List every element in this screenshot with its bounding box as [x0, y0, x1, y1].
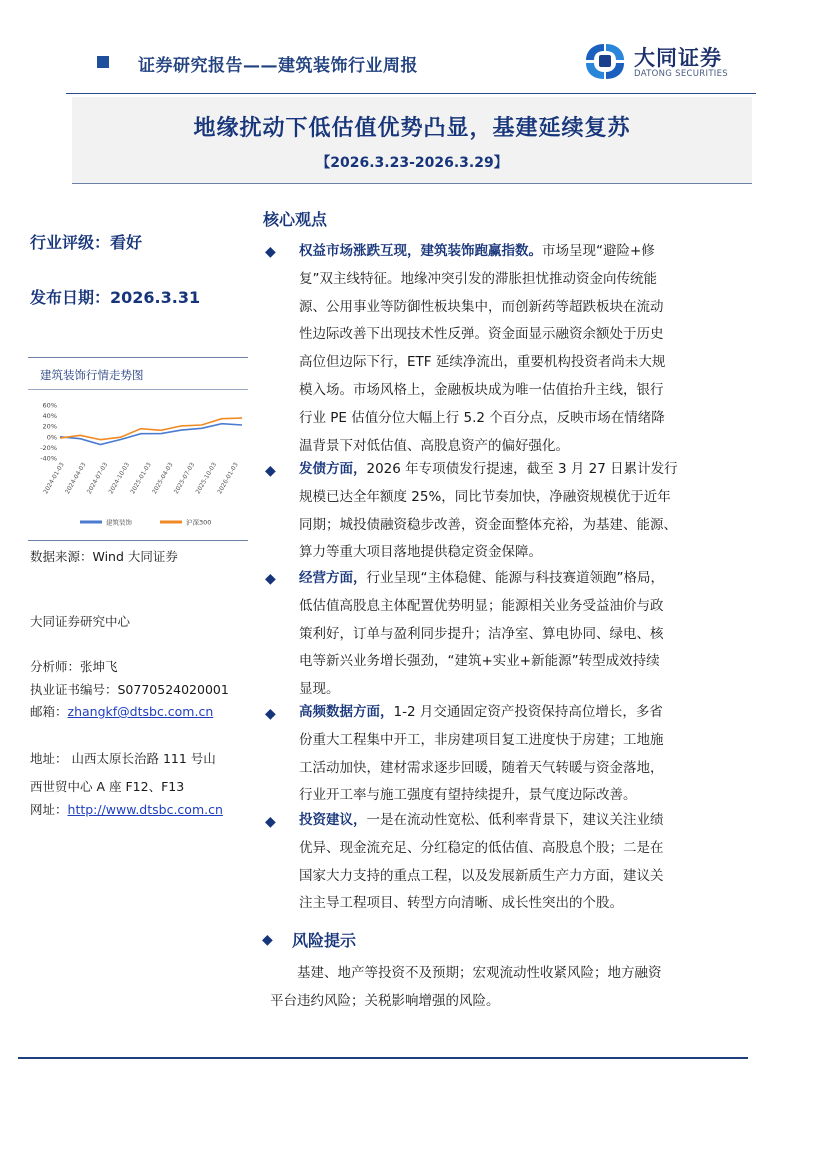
risk-diamond-icon: ◆ — [262, 932, 273, 948]
point-line: 份重大工程集中开工，非房建项目复工进度快于房建；工地施 — [299, 731, 664, 748]
point-line: 源、公用事业等防御性板块集中，而创新药等超跌板块在流动 — [299, 298, 664, 315]
address-line-2: 西世贸中心 A 座 F12、F13 — [30, 779, 185, 794]
trend-box-top-rule — [28, 357, 248, 358]
website-label: 网址： — [30, 802, 68, 817]
point-line: 高位但边际下行，ETF 延续净流出，重要机构投资者尚未大规 — [299, 354, 666, 371]
point-market — [299, 238, 745, 460]
point-operations — [299, 565, 745, 704]
company-logo — [582, 38, 762, 84]
series-line-csi300 — [60, 418, 242, 440]
data-source: 数据来源：Wind 大同证券 — [30, 549, 178, 564]
point-investment-advice — [299, 807, 745, 918]
y-tick-label: -40% — [40, 454, 57, 463]
trend-box-title-rule — [28, 389, 248, 390]
address-line-1: 地址： 山西太原长治路 111 号山 — [30, 751, 216, 766]
x-tick-label: 2024-10-03 — [107, 461, 131, 496]
website-row — [30, 800, 223, 818]
point-line: 经营方面，行业呈现“主体稳健、能源与科技赛道领跑”格局， — [299, 570, 664, 586]
point-line: 工活动加快，建材需求逐步回暖，随着天气转暖与资金落地， — [299, 759, 664, 776]
x-tick-label: 2025-01-03 — [129, 461, 153, 496]
point-line: 行业开工率与施工强度有望持续提升，景气度边际改善。 — [299, 787, 637, 804]
point-line: 权益市场涨跌互现，建筑装饰跑赢指数。市场呈现“避险+修 — [299, 243, 655, 259]
bullet-diamond-icon: ◆ — [265, 463, 276, 479]
point-bold: 经营方面， — [299, 570, 367, 586]
y-tick-label: 0% — [46, 433, 57, 442]
risk-paragraph — [270, 960, 745, 1016]
datong-logo-icon — [582, 40, 628, 82]
trend-box-bottom-rule — [28, 540, 248, 541]
trend-chart-title: 建筑装饰行情走势图 — [40, 368, 144, 382]
legend-label: 沪深300 — [186, 518, 212, 527]
trend-chart — [28, 395, 248, 535]
report-date-range: 【2026.3.23-2026.3.29】 — [316, 155, 508, 171]
point-line: 策利好，订单与盈利同步提升；洁净室、算电协同、绿电、核 — [299, 625, 664, 642]
risk-title: 风险提示 — [292, 931, 357, 950]
x-tick-label: 2024-04-03 — [63, 461, 88, 496]
point-bonds — [299, 456, 745, 567]
point-line: 投资建议，一是在流动性宽松、低利率背景下，建议关注业绩 — [299, 812, 664, 828]
y-tick-label: 40% — [42, 412, 57, 421]
point-line: 规模已达全年额度 25%，同比节奏加快，净融资规模优于近年 — [299, 488, 671, 505]
point-line: 温背景下对低估值、高股息资产的偏好强化。 — [299, 437, 569, 454]
point-line: 电等新兴业务增长强劲，“建筑+实业+新能源”转型成效持续 — [299, 653, 660, 670]
x-tick-label: 2025-10-03 — [194, 461, 218, 496]
y-tick-label: -20% — [40, 443, 57, 452]
header-square-icon — [97, 56, 109, 68]
x-tick-label: 2025-07-03 — [172, 461, 197, 496]
series-line-construction — [60, 424, 242, 445]
point-line: 复”双主线特征。地缘冲突引发的滞胀担忧推动资金向传统能 — [299, 270, 657, 287]
bullet-diamond-icon: ◆ — [265, 571, 276, 587]
point-line: 高频数据方面，1-2 月交通固定资产投资保持高位增长，多省 — [299, 704, 663, 720]
bullet-diamond-icon: ◆ — [265, 244, 276, 260]
point-line: 低估值高股息主体配置优势明显；能源相关业务受益油价与政 — [299, 597, 664, 614]
email-label: 邮箱： — [30, 704, 68, 719]
logo-text-en: DATONG SECURITIES — [634, 69, 728, 79]
point-line: 同期；城投债融资稳步改善，资金面整体充裕，为基建、能源、 — [299, 516, 677, 533]
website-link[interactable]: http://www.dtsbc.com.cn — [67, 802, 223, 817]
point-line: 优异、现金流充足、分红稳定的低估值、高股息个股；二是在 — [299, 839, 664, 856]
x-tick-label: 2024-01-03 — [42, 461, 66, 496]
footer-divider — [18, 1057, 748, 1059]
analyst-name: 分析师：张坤飞 — [30, 659, 118, 674]
point-high-frequency — [299, 699, 745, 810]
x-tick-label: 2025-04-03 — [150, 461, 175, 496]
report-title: 地缘扰动下低估值优势凸显，基建延续复苏 — [193, 116, 631, 141]
point-line: 显现。 — [299, 681, 340, 698]
y-tick-label: 20% — [42, 422, 57, 431]
email-link[interactable]: zhangkf@dtsbc.com.cn — [67, 704, 214, 719]
legend-label: 建筑装饰 — [106, 518, 132, 527]
license-number: 执业证书编号：S0770524020001 — [30, 682, 229, 697]
point-line: 模入场。市场风格上，金融板块成为唯一估值抬升主线，银行 — [299, 381, 664, 398]
x-tick-label: 2026-01-03 — [216, 461, 240, 496]
point-bold: 投资建议， — [299, 812, 367, 828]
point-bold: 发债方面， — [299, 461, 367, 477]
industry-rating: 行业评级：看好 — [30, 233, 143, 252]
point-line: 注主导工程项目、转型方向清晰、成长性突出的个股。 — [299, 895, 623, 912]
banner-divider — [72, 183, 752, 184]
point-line: 行业 PE 估值分位大幅上行 5.2 个百分点，反映市场在情绪降 — [299, 409, 665, 426]
bullet-diamond-icon: ◆ — [265, 814, 276, 830]
bullet-diamond-icon: ◆ — [265, 706, 276, 722]
y-tick-label: 60% — [42, 401, 57, 410]
point-bold: 高频数据方面， — [299, 704, 394, 720]
header-divider — [66, 93, 756, 94]
point-line: 算力等重大项目落地提供稳定资金保障。 — [299, 544, 542, 561]
core-views-title: 核心观点 — [263, 210, 328, 229]
point-line: 国家大力支持的重点工程，以及发展新质生产力方面，建议关 — [299, 867, 664, 884]
risk-line: 平台违约风险；关税影响增强的风险。 — [270, 992, 500, 1009]
research-center: 大同证券研究中心 — [30, 614, 131, 629]
x-tick-label: 2024-07-03 — [85, 461, 110, 496]
email-row — [30, 702, 213, 720]
title-banner — [72, 97, 752, 184]
risk-line: 基建、地产等投资不及预期；宏观流动性收紧风险；地方融资 — [297, 965, 662, 981]
point-bold: 权益市场涨跌互现，建筑装饰跑赢指数。 — [299, 243, 542, 259]
logo-text-cn: 大同证券 — [634, 46, 722, 70]
point-line: 发债方面，2026 年专项债发行提速，截至 3 月 27 日累计发行 — [299, 461, 678, 477]
report-type: 证券研究报告——建筑装饰行业周报 — [138, 56, 418, 76]
point-line: 性边际改善下出现技术性反弹。资金面显示融资余额处于历史 — [299, 326, 664, 343]
publish-date: 发布日期：2026.3.31 — [30, 288, 201, 307]
